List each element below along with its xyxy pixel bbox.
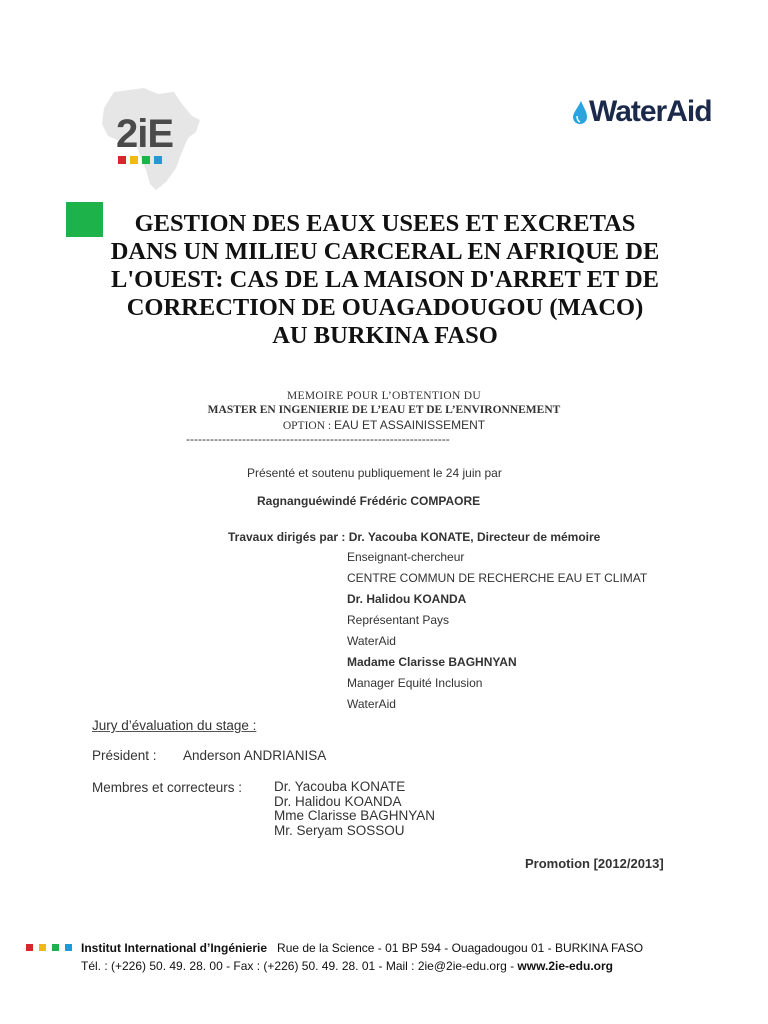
author-name: Ragnanguéwindé Frédéric COMPAORE xyxy=(257,494,481,508)
website-link[interactable]: www.2ie-edu.org xyxy=(517,959,613,973)
blue-square xyxy=(154,156,162,164)
yellow-square xyxy=(39,944,46,951)
yellow-square xyxy=(130,156,138,164)
footer-address-line xyxy=(81,941,643,955)
supervisor-line: Enseignant-chercheur xyxy=(347,550,465,564)
title-line: L'OUEST: CAS DE LA MAISON D'ARRET ET DE xyxy=(111,266,659,293)
title-line: CORRECTION DE OUAGADOUGOU (MACO) xyxy=(126,294,644,321)
supervisor-line: CENTRE COMMUN DE RECHERCHE EAU ET CLIMAT xyxy=(347,571,648,585)
title-line: AU BURKINA FASO xyxy=(272,322,498,349)
title-line: GESTION DES EAUX USEES ET EXCRETAS xyxy=(134,210,636,237)
memoire-line-1: MEMOIRE POUR L’OBTENTION DU xyxy=(287,390,481,402)
supervisor-line: WaterAid xyxy=(347,697,396,711)
supervisors-list xyxy=(347,549,647,717)
dashed-separator: ------------------------------------------------------------------ xyxy=(186,432,450,446)
members-list xyxy=(274,780,435,839)
member-name: Dr. Halidou KOANDA xyxy=(274,793,402,809)
memoire-line-2: MASTER EN INGENIERIE DE L’EAU ET DE L’ENVIRONNEMENT xyxy=(207,404,561,416)
supervisor-line: Dr. Halidou KOANDA xyxy=(347,592,467,606)
document-title xyxy=(60,210,710,350)
title-line: DANS UN MILIEU CARCERAL EN AFRIQUE DE xyxy=(110,238,660,265)
red-square xyxy=(118,156,126,164)
supervisor-line: WaterAid xyxy=(347,634,396,648)
footer-contact-line xyxy=(81,959,613,973)
supervisor-line: Représentant Pays xyxy=(347,613,450,627)
promotion-label: Promotion [2012/2013] xyxy=(525,856,664,871)
president-label: Président : xyxy=(92,748,157,763)
memoire-option xyxy=(100,418,668,432)
green-square xyxy=(52,944,59,951)
jury-title: Jury d’évaluation du stage : xyxy=(92,718,257,733)
member-name: Mr. Seryam SOSSOU xyxy=(274,823,405,839)
institute-address: Rue de la Science - 01 BP 594 - Ouagadougou 01 - BURKINA FASO xyxy=(277,941,644,955)
member-name: Dr. Yacouba KONATE xyxy=(274,779,406,794)
members-label: Membres et correcteurs : xyxy=(92,780,243,795)
presented-text: Présenté et soutenu publiquement le 24 juin par xyxy=(247,466,502,480)
member-name: Mme Clarisse BAGHNYAN xyxy=(274,808,436,824)
logo-wateraid xyxy=(572,92,712,132)
supervision-line: Travaux dirigés par : Dr. Yacouba KONATE, Directeur de mémoire xyxy=(228,530,601,544)
green-square xyxy=(142,156,150,164)
contact-info: Tél. : (+226) 50. 49. 28. 00 - Fax : (+226) 50. 49. 28. 01 - Mail : 2ie@2ie-edu.org - xyxy=(81,959,518,973)
institute-name: Institut International d’Ingénierie xyxy=(81,941,268,955)
supervisor-line: Manager Equité Inclusion xyxy=(347,676,483,690)
president-name: Anderson ANDRIANISA xyxy=(183,748,327,763)
water-drop-icon xyxy=(572,99,588,125)
logo-wateraid-text: WaterAid xyxy=(589,95,712,128)
logo-2ie xyxy=(96,86,206,194)
supervisor-line: Madame Clarisse BAGHNYAN xyxy=(347,655,517,669)
red-square xyxy=(26,944,33,951)
logo-2ie-text: 2iE xyxy=(116,112,174,156)
option-value: EAU ET ASSAINISSEMENT xyxy=(333,418,486,432)
logo-2ie-squares xyxy=(118,156,162,164)
option-label: OPTION : xyxy=(282,420,334,432)
footer-color-squares xyxy=(26,944,72,951)
blue-square xyxy=(65,944,72,951)
